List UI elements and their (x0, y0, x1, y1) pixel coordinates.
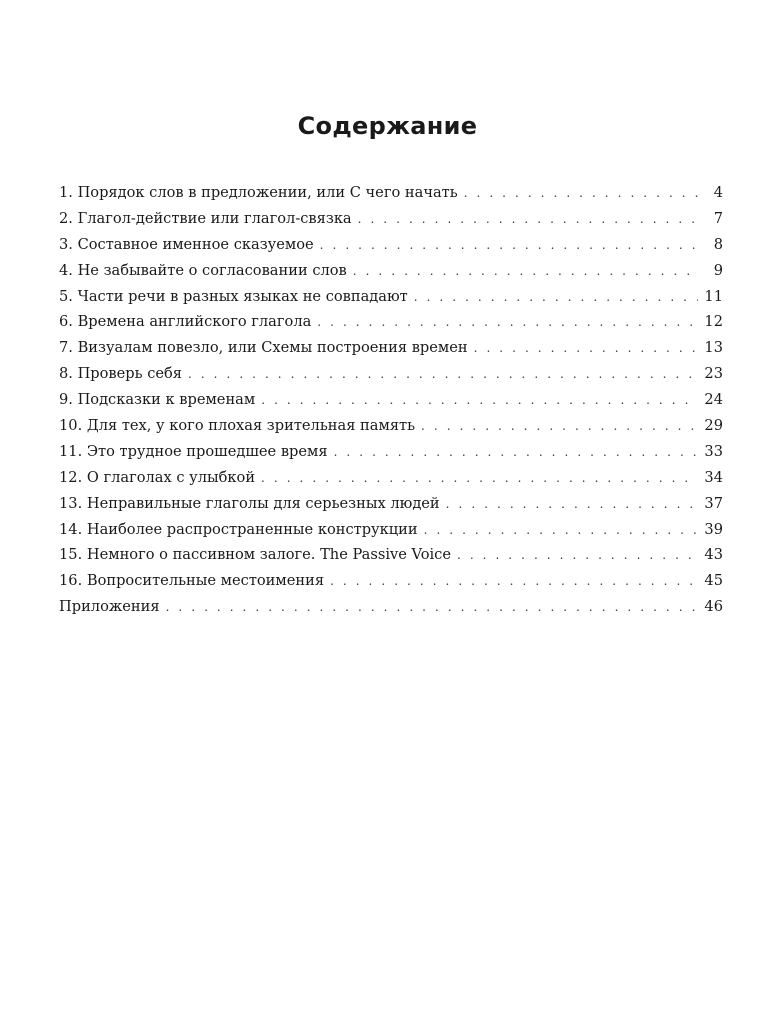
toc-entry[interactable] (59, 572, 723, 598)
toc-entry-page: 45 (704, 572, 723, 590)
toc-entry[interactable] (59, 521, 723, 547)
toc-entry-label: 16. Вопросительные местоимения (59, 572, 325, 590)
toc-entry[interactable] (59, 288, 723, 314)
toc-entry-label: 6. Времена английского глагола (59, 313, 312, 331)
toc-entry-page: 23 (704, 365, 723, 383)
dot-leader (334, 445, 699, 459)
toc-entry-label: 12. О глаголах с улыбкой (59, 468, 256, 486)
dot-leader (421, 419, 698, 433)
toc-entry-label: 15. Немного о пассивном залоге. The Passive Voice (59, 546, 451, 564)
toc-entry-page: 29 (704, 417, 723, 435)
dot-leader (424, 523, 699, 537)
dot-leader (261, 471, 698, 485)
dot-leader (446, 497, 699, 511)
toc-entry-label: 4. Не забывайте о согласовании слов (59, 261, 347, 279)
toc-entry[interactable] (59, 365, 723, 391)
dot-leader (320, 238, 699, 252)
dot-leader (330, 574, 698, 588)
dot-leader (358, 212, 699, 226)
toc-entry-label: 3. Составное именное сказуемое (59, 235, 314, 253)
toc-entry-label: 7. Визуалам повезло, или Схемы построения времен (59, 339, 468, 357)
toc-entry-page: 24 (704, 391, 723, 409)
toc-entry[interactable] (59, 184, 723, 210)
toc-entry[interactable] (59, 598, 723, 624)
dot-leader (464, 186, 699, 200)
toc-entry[interactable] (59, 262, 723, 288)
toc-entry-label: 1. Порядок слов в предложении, или С чего начать (59, 184, 458, 201)
dot-leader (414, 290, 699, 304)
toc-entry-label: 5. Части речи в разных языках не совпадают (59, 287, 408, 305)
toc-entry-page: 46 (704, 598, 723, 616)
page-title: Содержание (297, 112, 478, 140)
table-of-contents (59, 184, 723, 624)
dot-leader (166, 600, 699, 614)
toc-entry-label: 8. Проверь себя (59, 365, 182, 383)
toc-entry[interactable] (59, 210, 723, 236)
toc-entry-label: 11. Это трудное прошедшее время (59, 442, 328, 460)
toc-entry[interactable] (59, 495, 723, 521)
toc-entry-page: 37 (704, 494, 723, 512)
dot-leader (457, 548, 698, 562)
dot-leader (474, 341, 699, 355)
toc-entry[interactable] (59, 443, 723, 469)
toc-entry-page: 34 (704, 468, 723, 486)
toc-entry[interactable] (59, 313, 723, 339)
toc-entry[interactable] (59, 391, 723, 417)
toc-entry[interactable] (59, 236, 723, 262)
toc-entry[interactable] (59, 469, 723, 495)
toc-entry-page: 8 (713, 235, 723, 253)
dot-leader (261, 393, 698, 407)
toc-entry-page: 4 (713, 184, 723, 201)
toc-entry-label: 2. Глагол-действие или глагол-связка (59, 209, 352, 227)
dot-leader (353, 264, 699, 278)
toc-entry[interactable] (59, 417, 723, 443)
toc-entry-page: 11 (704, 287, 723, 305)
toc-entry-label: 13. Неправильные глаголы для серьезных людей (59, 494, 440, 512)
toc-entry-page: 9 (713, 261, 723, 279)
toc-entry-page: 43 (704, 546, 723, 564)
toc-entry-page: 33 (704, 442, 723, 460)
toc-entry[interactable] (59, 339, 723, 365)
toc-entry-page: 13 (704, 339, 723, 357)
toc-entry-page: 39 (704, 520, 723, 538)
dot-leader (317, 315, 698, 329)
toc-entry-label: 14. Наиболее распространенные конструкции (59, 520, 418, 538)
toc-entry[interactable] (59, 546, 723, 572)
toc-entry-label: 9. Подсказки к временам (59, 391, 256, 409)
toc-entry-label: 10. Для тех, у кого плохая зрительная память (59, 417, 416, 435)
toc-entry-page: 7 (713, 209, 723, 227)
dot-leader (188, 367, 698, 381)
toc-entry-page: 12 (704, 313, 723, 331)
toc-entry-label: Приложения (59, 598, 160, 616)
